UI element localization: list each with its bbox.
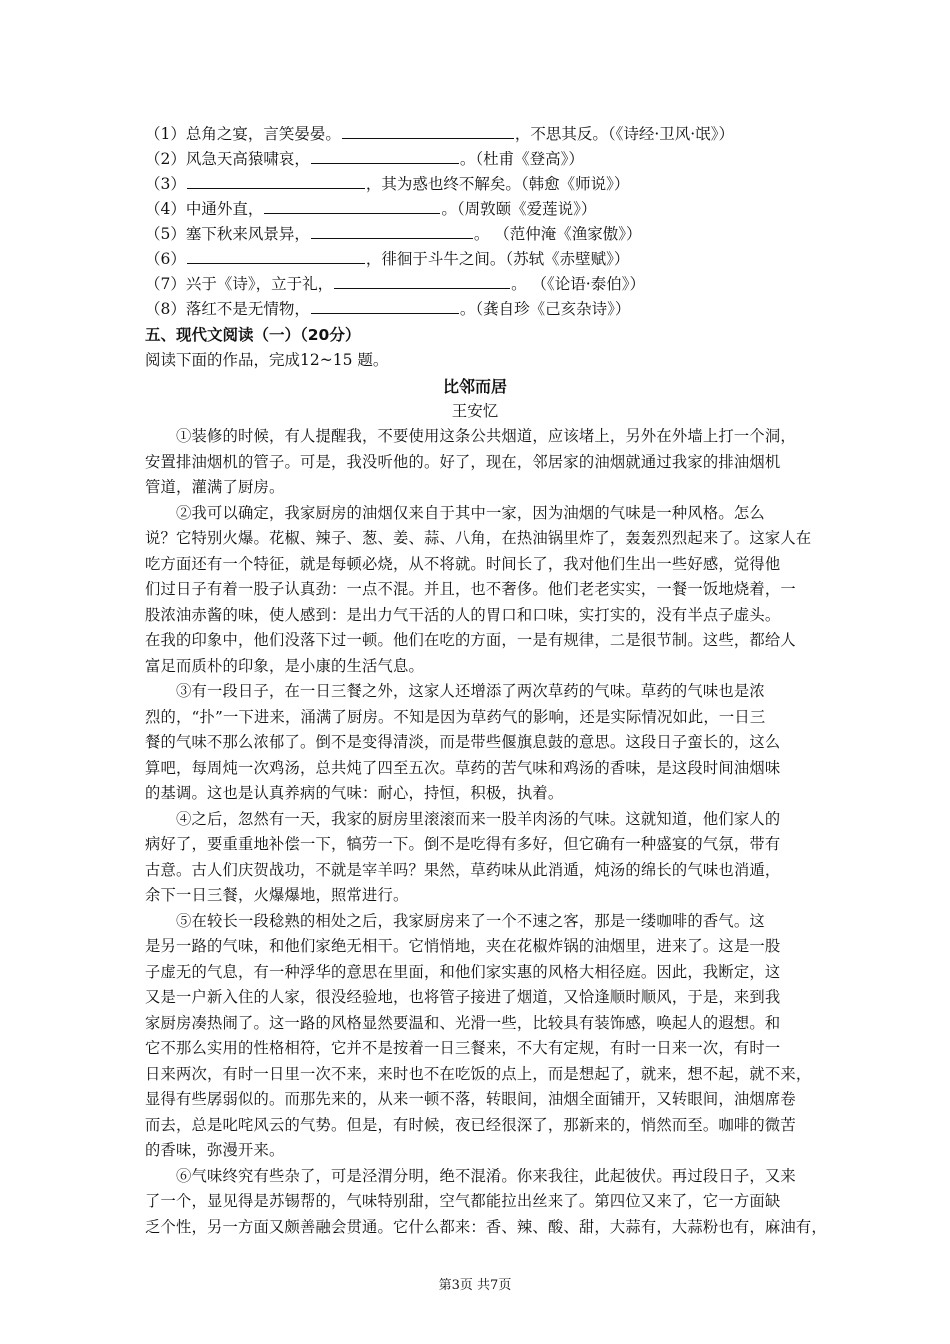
answer-blank[interactable] [311,223,473,239]
fill-item-source: 。 （《论语·泰伯》） [511,275,645,293]
answer-blank[interactable] [342,123,514,139]
fill-item [145,122,845,147]
fill-item-source: 。 （范仲淹《渔家傲》） [473,225,642,243]
essay-line: 算吧，每周炖一次鸡汤，总共炖了四至五次。草药的苦气味和鸡汤的香味，是这段时间油烟味 [145,758,781,777]
essay-author: 王安忆 [451,402,499,420]
essay-line: 说？它特别火爆。花椒、辣子、葱、姜、蒜、八角，在热油锅里炸了，轰轰烈烈起来了。这家人在 [145,529,812,547]
essay-line: ③有一段日子，在一日三餐之外，这家人还增添了两次草药的气味。草药的气味也是浓 [176,682,765,700]
reading-instruction: 阅读下面的作品，完成12~15 题。 [145,351,389,369]
fill-item [145,147,845,172]
essay-line: 日来两次，有时一日里一次不来，来时也不在吃饭的点上，而是想起了，就来，想不起，就不来， [145,1064,812,1083]
essay-line: ②我可以确定，我家厨房的油烟仅来自于其中一家，因为油烟的气味是一种风格。怎么 [176,503,765,522]
essay-line: 的基调。这也是认真养病的气味：耐心，持恒，积极，执着。 [145,784,564,802]
essay-line: 在我的印象中，他们没落下过一顿。他们在吃的方面，一是有规律，二是很节制。这些，都给人 [145,631,796,649]
answer-blank[interactable] [311,148,459,164]
essay-line: 余下一日三餐，火爆爆地，照常进行。 [145,886,409,904]
essay-line: 又是一户新入住的人家，很没经验地，也将管子接进了烟道，又恰逢顺时顺风，于是，来到我 [145,988,781,1006]
section-title: 五、现代文阅读（一）（20分） [145,326,361,344]
essay-line: 们过日子有着一股子认真劲：一点不混。并且，也不奢侈。他们老老实实，一餐一饭地烧着，一 [145,580,796,598]
essay-line: 乏个性，另一方面又颇善融会贯通。它什么都来：香、辣、酸、甜，大蒜有，大蒜粉也有，麻油有， [145,1217,827,1236]
answer-blank[interactable] [334,273,510,289]
fill-item [145,247,845,272]
essay-line: 股浓油赤酱的味，使人感到：是出力气干活的人的胃口和口味，实打实的，没有半点子虚头。 [145,605,781,624]
fill-item-source: ，其为惑也终不解矣。（韩愈《师说》） [365,175,630,193]
answer-blank[interactable] [187,173,365,189]
fill-item-prompt: （6） [145,250,186,268]
fill-item [145,272,845,297]
essay-line: 的香味，弥漫开来。 [145,1141,285,1159]
essay-title: 比邻而居 [442,377,507,396]
essay-line: 是另一路的气味，和他们家绝无相干。它悄悄地，夹在花椒炸锅的油烟里，进来了。这是一股 [145,937,781,955]
essay-line: 显得有些孱弱似的。而那先来的，从来一顿不落，转眼间，油烟全面铺开，又转眼间，油烟席卷 [145,1090,796,1108]
essay-line: 了一个，显见得是苏锡帮的，气味特别甜，空气都能拉出丝来了。第四位又来了，它一方面缺 [145,1192,781,1210]
fill-item-prompt: （1）总角之宴，言笑晏晏。 [145,125,341,143]
essay-line: 而去，总是叱咤风云的气势。但是，有时候，夜已经很深了，那新来的，悄然而至。咖啡的微苦 [145,1115,796,1134]
essay-line: 吃方面还有一个特征，就是每顿必烧，从不将就。时间长了，我对他们生出一些好感，觉得他 [145,554,781,573]
answer-blank[interactable] [311,298,459,314]
essay-line: 病好了，要重重地补偿一下，犒劳一下。倒不是吃得有多好，但它确有一种盛宴的气氛，带有 [145,835,781,853]
page-footer: 第3页 共7页 [438,1278,512,1293]
essay-line: ①装修的时候，有人提醒我，不要使用这条公共烟道，应该堵上，另外在外墙上打一个洞， [176,427,796,445]
answer-blank[interactable] [264,198,440,214]
essay-line: ④之后，忽然有一天，我家的厨房里滚滚而来一股羊肉汤的气味。这就知道，他们家人的 [176,809,781,828]
essay-line: ⑤在较长一段稔熟的相处之后，我家厨房来了一个不速之客，那是一缕咖啡的香气。这 [176,911,765,930]
fill-item [145,172,845,197]
essay-line: 子虚无的气息，有一种浮华的意思在里面，和他们家实惠的风格大相径庭。因此，我断定，这 [145,962,781,981]
answer-blank[interactable] [187,248,365,264]
fill-item-source: ，不思其反。（《诗经·卫风·氓》） [514,125,734,143]
fill-item-prompt: （2）风急天高猿啸哀， [145,150,310,168]
essay-line: 家厨房凑热闹了。这一路的风格显然要温和、光滑一些，比较具有装饰感，唤起人的遐想。和 [145,1013,781,1032]
fill-item-source: 。（杜甫《登高》） [459,150,584,168]
essay-line: 餐的气味不那么浓郁了。倒不是变得清淡，而是带些偃旗息鼓的意思。这段日子蛮长的，这么 [145,733,781,751]
fill-item [145,297,845,322]
fill-item [145,197,845,222]
essay-line: ⑥气味终究有些杂了，可是泾渭分明，绝不混淆。你来我往，此起彼伏。再过段日子，又来 [176,1166,796,1185]
fill-item-source: 。（周敦颐《爱莲说》） [441,200,597,218]
essay-line: 它不那么实用的性格相符，它并不是按着一日三餐来，不大有定规，有时一日来一次，有时一 [145,1039,781,1057]
fill-in-blank-list [145,122,845,322]
fill-item [145,222,845,247]
essay-line: 烈的，“扑”一下进来，涌满了厨房。不知是因为草药气的影响，还是实际情况如此，一日三 [145,707,766,726]
essay-line: 富足而质朴的印象，是小康的生活气息。 [145,656,424,675]
fill-item-prompt: （5）塞下秋来风景异， [145,225,310,243]
fill-item-prompt: （7）兴于《诗》，立于礼， [145,275,334,293]
fill-item-prompt: （4）中通外直， [145,200,264,218]
essay-line: 古意。古人们庆贺战功，不就是宰羊吗？果然，草药味从此消遁，炖汤的绵长的气味也消遁， [145,860,781,879]
essay-body [145,424,827,1240]
fill-item-source: ，徘徊于斗牛之间。（苏轼《赤壁赋》） [365,250,630,268]
essay-line: 管道，灌满了厨房。 [145,478,285,496]
fill-item-source: 。（龚自珍《己亥杂诗》） [459,300,631,318]
fill-item-prompt: （8）落红不是无情物， [145,300,310,318]
essay-line: 安置排油烟机的管子。可是，我没听他的。好了，现在，邻居家的油烟就通过我家的排油烟机 [145,452,781,471]
fill-item-prompt: （3） [145,175,186,193]
